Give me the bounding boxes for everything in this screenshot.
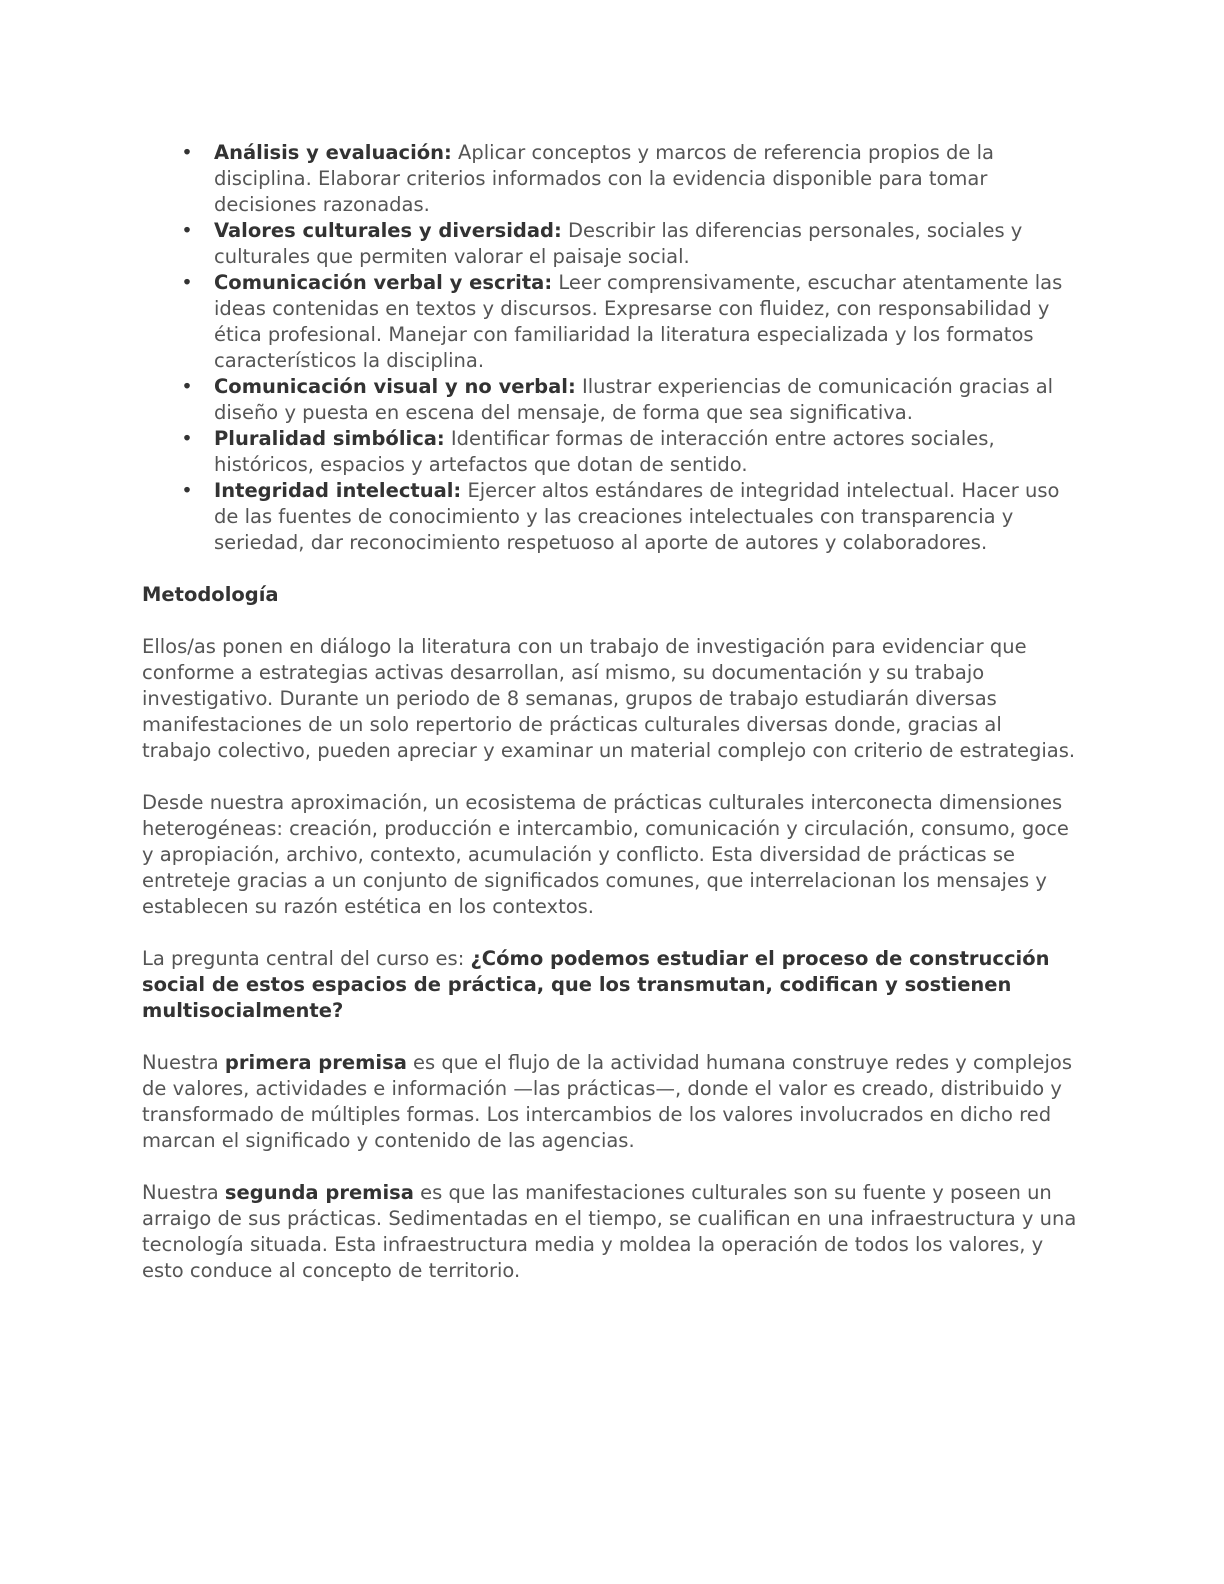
methodology-paragraph-1: Ellos/as ponen en diálogo la literatura con un trabajo de investigación para evidenciar que conforme a estrategias activas desarrollan, así mismo, su documentación y su trabajo investigativo. Durante un periodo de 8 semanas, grupos de trabajo estudiarán diversas manifestaciones de un solo repertorio de prácticas culturales diversas donde, gracias al trabajo colectivo, pueden apreciar y examinar un material complejo con criterio de estrategias. xyxy=(142,635,1076,762)
bullet-icon: • xyxy=(181,375,193,398)
competency-term: Integridad intelectual: xyxy=(214,479,462,502)
question-intro: La pregunta central del curso es: xyxy=(142,947,471,970)
list-item xyxy=(142,478,1077,556)
bullet-icon: • xyxy=(181,219,193,242)
premise-text: es que las manifestaciones culturales son su fuente y poseen un arraigo de sus prácticas. Sedimentadas en el tiempo, se cualifican en una infraestructura y una tecnología situada. Esta infraestructura media y moldea la operación de todos los valores, y esto conduce al concepto de territorio. xyxy=(142,1181,1077,1282)
bullet-icon: • xyxy=(181,427,193,450)
section-heading: Metodología xyxy=(142,583,279,606)
competency-text: Ejercer altos estándares de integridad intelectual. Hacer uso de las fuentes de conocimiento y las creaciones intelectuales con transparencia y seriedad, dar reconocimiento respetuoso al aporte de autores y colaboradores. xyxy=(214,479,1060,554)
competency-text: Leer comprensivamente, escuchar atentamente las ideas contenidas en textos y discursos. Expresarse con fluidez, con responsabilidad y ética profesional. Manejar con familiaridad la literatura especializada y los formatos característicos la disciplina. xyxy=(214,271,1063,372)
competency-text: Aplicar conceptos y marcos de referencia propios de la disciplina. Elaborar criterios informados con la evidencia disponible para tomar decisiones razonadas. xyxy=(214,141,994,216)
bullet-icon: • xyxy=(181,479,193,502)
competency-term: Análisis y evaluación: xyxy=(214,141,452,164)
question-text: ¿Cómo podemos estudiar el proceso de construcción social de estos espacios de práctica, que los transmutan, codifican y sostienen multisocialmente? xyxy=(142,947,1050,1022)
premise-label: primera premisa xyxy=(224,1051,407,1074)
list-item xyxy=(142,218,1077,270)
methodology-paragraph-2: Desde nuestra aproximación, un ecosistema de prácticas culturales interconecta dimensiones heterogéneas: creación, producción e intercambio, comunicación y circulación, consumo, goce y apropiación, archivo, contexto, acumulación y conflicto. Esta diversidad de prácticas se entreteje gracias a un conjunto de significados comunes, que interrelacionan los mensajes y establecen su razón estética en los contextos. xyxy=(142,791,1069,918)
competency-text: Ilustrar experiencias de comunicación gracias al diseño y puesta en escena del mensaje, de forma que sea significativa. xyxy=(214,375,1054,424)
competencies-list xyxy=(142,140,1077,556)
competency-term: Comunicación visual y no verbal: xyxy=(214,375,576,398)
competency-term: Pluralidad simbólica: xyxy=(214,427,445,450)
competency-text: Describir las diferencias personales, sociales y culturales que permiten valorar el paisaje social. xyxy=(214,219,1023,268)
first-premise-paragraph xyxy=(142,1050,1077,1154)
premise-intro: Nuestra xyxy=(142,1181,225,1204)
document-page xyxy=(142,140,1077,1310)
list-item xyxy=(142,140,1077,218)
competency-term: Comunicación verbal y escrita: xyxy=(214,271,553,294)
premise-label: segunda premisa xyxy=(224,1181,414,1204)
competency-text: Identificar formas de interacción entre actores sociales, históricos, espacios y artefactos que dotan de sentido. xyxy=(214,427,995,476)
bullet-icon: • xyxy=(181,141,193,164)
bullet-icon: • xyxy=(181,271,193,294)
central-question xyxy=(142,946,1077,1024)
list-item xyxy=(142,374,1077,426)
premise-intro: Nuestra xyxy=(142,1051,225,1074)
list-item xyxy=(142,270,1077,374)
list-item xyxy=(142,426,1077,478)
competency-term: Valores culturales y diversidad: xyxy=(214,219,562,242)
premise-text: es que el flujo de la actividad humana construye redes y complejos de valores, actividades e información —las prácticas—, donde el valor es creado, distribuido y transformado de múltiples formas. Los intercambios de los valores involucrados en dicho red marcan el significado y contenido de las agencias. xyxy=(142,1051,1072,1152)
second-premise-paragraph xyxy=(142,1180,1077,1284)
